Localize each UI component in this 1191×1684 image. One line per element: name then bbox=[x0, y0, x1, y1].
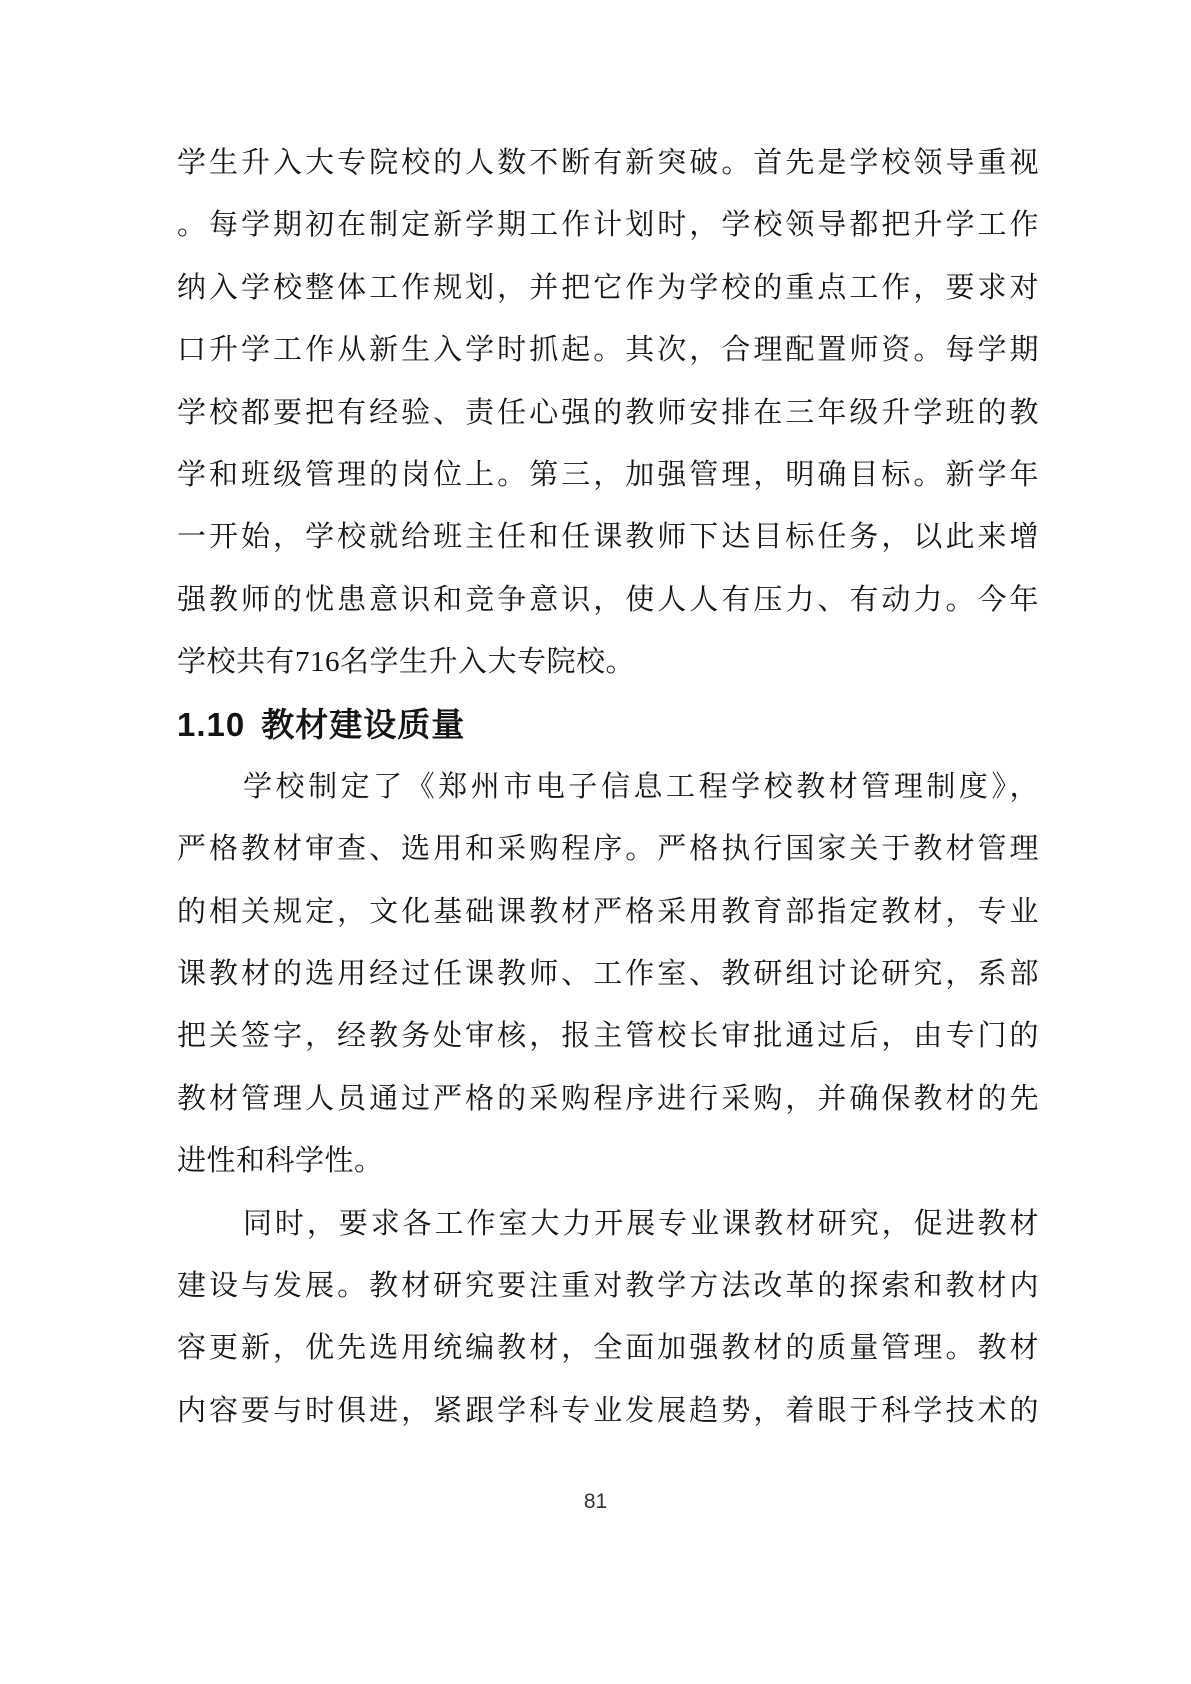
text-line: 学校制定了《郑州市电子信息工程学校教材管理制度》， bbox=[243, 770, 1039, 803]
text-line: 学和班级管理的岗位上。第三，加强管理，明确目标。新学年 bbox=[177, 458, 1039, 491]
text-line: 学校共有716名学生升入大专院校。 bbox=[177, 646, 636, 679]
text-line: 容更新，优先选用统编教材，全面加强教材的质量管理。教材 bbox=[177, 1332, 1039, 1365]
text-line: 。每学期初在制定新学期工作计划时，学校领导都把升学工作 bbox=[177, 209, 1039, 242]
text-line: 的相关规定，文化基础课教材严格采用教育部指定教材，专业 bbox=[177, 895, 1039, 928]
section-number: 1.10 bbox=[177, 705, 246, 743]
text-line: 进性和科学性。 bbox=[177, 1145, 384, 1178]
text-line: 学校都要把有经验、责任心强的教师安排在三年级升学班的教 bbox=[177, 396, 1039, 429]
text-line: 严格教材审查、选用和采购程序。严格执行国家关于教材管理 bbox=[177, 833, 1039, 866]
text-line: 建设与发展。教材研究要注重对教学方法改革的探索和教材内 bbox=[177, 1270, 1039, 1303]
page-number: 81 bbox=[583, 1490, 608, 1513]
text-line: 口升学工作从新生入学时抓起。其次，合理配置师资。每学期 bbox=[177, 334, 1039, 367]
paragraph-2 bbox=[177, 756, 1039, 1193]
document-body bbox=[177, 132, 1039, 1442]
paragraph-3 bbox=[177, 1193, 1039, 1443]
paragraph-1 bbox=[177, 132, 1039, 694]
text-line: 把关签字，经教务处审核，报主管校长审批通过后，由专门的 bbox=[177, 1020, 1039, 1053]
text-line: 课教材的选用经过任课教师、工作室、教研组讨论研究，系部 bbox=[177, 958, 1039, 991]
text-line: 学生升入大专院校的人数不断有新突破。首先是学校领导重视 bbox=[177, 147, 1039, 179]
text-line: 一开始，学校就给班主任和任课教师下达目标任务，以此来增 bbox=[177, 521, 1039, 554]
text-line: 教材管理人员通过严格的采购程序进行采购，并确保教材的先 bbox=[177, 1082, 1039, 1115]
section-title: 教材建设质量 bbox=[261, 705, 466, 743]
text-line: 同时，要求各工作室大力开展专业课教材研究，促进教材 bbox=[243, 1207, 1039, 1240]
section-heading bbox=[177, 694, 1039, 756]
text-line: 强教师的忧患意识和竞争意识，使人人有压力、有动力。今年 bbox=[177, 583, 1039, 616]
text-line: 纳入学校整体工作规划，并把它作为学校的重点工作，要求对 bbox=[177, 271, 1039, 304]
text-line: 内容要与时俱进，紧跟学科专业发展趋势，着眼于科学技术的 bbox=[177, 1394, 1039, 1427]
